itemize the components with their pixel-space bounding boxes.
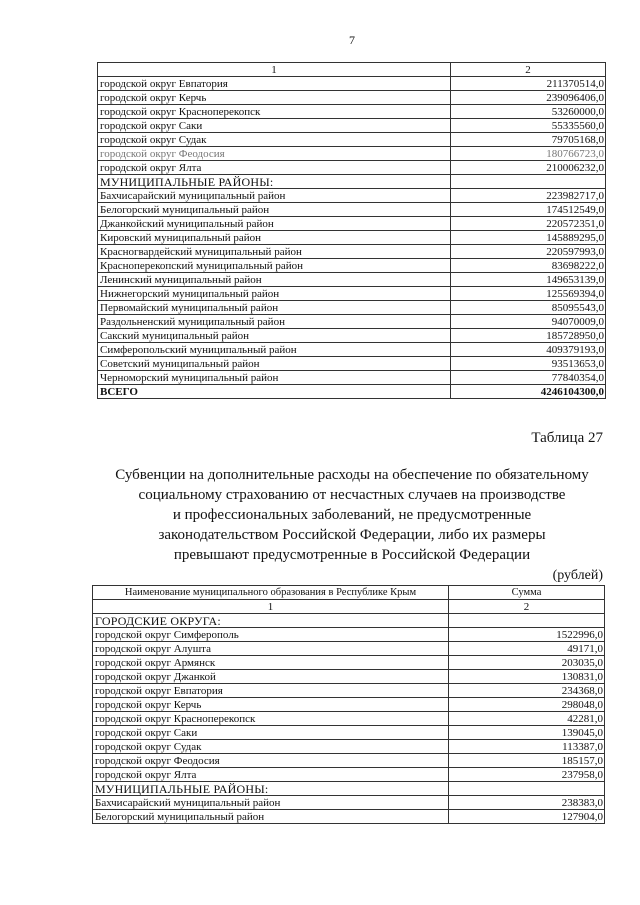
table-row xyxy=(93,796,605,810)
row-name: Черноморский муниципальный район xyxy=(98,371,451,385)
row-value: 42281,0 xyxy=(449,712,605,726)
empty-cell xyxy=(451,175,606,189)
row-value: 145889295,0 xyxy=(451,231,606,245)
row-value: 223982717,0 xyxy=(451,189,606,203)
table-27 xyxy=(92,585,605,824)
row-name: городской округ Красноперекопск xyxy=(93,712,449,726)
table-number-label: Таблица 27 xyxy=(531,430,603,446)
row-value: 125569394,0 xyxy=(451,287,606,301)
table-row xyxy=(93,642,605,656)
table-row xyxy=(93,656,605,670)
row-name: Первомайский муниципальный район xyxy=(98,301,451,315)
table-row xyxy=(98,343,606,357)
table-row xyxy=(98,77,606,91)
table-title-line: и профессиональных заболеваний, не предусмотренные xyxy=(172,507,532,523)
table-row xyxy=(93,684,605,698)
table-row xyxy=(93,768,605,782)
row-name: городской округ Судак xyxy=(93,740,449,754)
section-row xyxy=(98,175,606,189)
row-value: 49171,0 xyxy=(449,642,605,656)
row-name: Джанкойский муниципальный район xyxy=(98,217,451,231)
table-row xyxy=(98,105,606,119)
table-title xyxy=(90,465,614,565)
row-name: городской округ Феодосия xyxy=(98,147,451,161)
row-name: городской округ Армянск xyxy=(93,656,449,670)
table-row xyxy=(98,91,606,105)
row-name: городской округ Симферополь xyxy=(93,628,449,642)
table-row xyxy=(98,161,606,175)
row-name: городской округ Судак xyxy=(98,133,451,147)
row-value: 211370514,0 xyxy=(451,77,606,91)
row-name: городской округ Саки xyxy=(93,726,449,740)
row-name: городской округ Ялта xyxy=(98,161,451,175)
column-number-row xyxy=(98,63,606,77)
table-title-line: превышают предусмотренные в Российской Федерации xyxy=(173,547,531,563)
table-row xyxy=(98,329,606,343)
table-row xyxy=(98,245,606,259)
row-value: 220572351,0 xyxy=(451,217,606,231)
subsidy-table-continued xyxy=(97,62,606,399)
row-name: Сакский муниципальный район xyxy=(98,329,451,343)
row-value: 130831,0 xyxy=(449,670,605,684)
row-value: 210006232,0 xyxy=(451,161,606,175)
row-value: 139045,0 xyxy=(449,726,605,740)
table-row xyxy=(93,810,605,824)
column-number-1: 1 xyxy=(93,600,449,614)
total-value: 4246104300,0 xyxy=(451,385,606,399)
units-label: (рублей) xyxy=(552,568,603,583)
row-name: Советский муниципальный район xyxy=(98,357,451,371)
total-row xyxy=(98,385,606,399)
table-row xyxy=(93,726,605,740)
table-row xyxy=(98,147,606,161)
row-value: 127904,0 xyxy=(449,810,605,824)
row-name: Белогорский муниципальный район xyxy=(93,810,449,824)
row-name: городской округ Красноперекопск xyxy=(98,105,451,119)
empty-cell xyxy=(449,782,605,796)
row-name: городской округ Керчь xyxy=(93,698,449,712)
section-row xyxy=(93,782,605,796)
row-name: городской округ Керчь xyxy=(98,91,451,105)
table-row xyxy=(98,273,606,287)
table-title-line: Субвенции на дополнительные расходы на обеспечение по обязательному xyxy=(115,467,589,483)
row-value: 113387,0 xyxy=(449,740,605,754)
column-number-row xyxy=(93,600,605,614)
table-row xyxy=(98,357,606,371)
row-name: городской округ Джанкой xyxy=(93,670,449,684)
table-title-line: законодательством Российской Федерации, либо их размеры xyxy=(158,527,546,543)
column-number-1: 1 xyxy=(98,63,451,77)
section-heading-cities: ГОРОДСКИЕ ОКРУГА: xyxy=(93,614,449,628)
row-value: 185728950,0 xyxy=(451,329,606,343)
row-name: Бахчисарайский муниципальный район xyxy=(93,796,449,810)
section-row xyxy=(93,614,605,628)
row-value: 239096406,0 xyxy=(451,91,606,105)
row-name: Красноперекопский муниципальный район xyxy=(98,259,451,273)
row-name: городской округ Евпатория xyxy=(98,77,451,91)
table-row xyxy=(98,287,606,301)
row-value: 53260000,0 xyxy=(451,105,606,119)
row-value: 238383,0 xyxy=(449,796,605,810)
empty-cell xyxy=(449,614,605,628)
table-row xyxy=(98,301,606,315)
section-heading-districts: МУНИЦИПАЛЬНЫЕ РАЙОНЫ: xyxy=(98,175,451,189)
row-value: 220597993,0 xyxy=(451,245,606,259)
table-row xyxy=(98,119,606,133)
row-value: 185157,0 xyxy=(449,754,605,768)
row-name: Белогорский муниципальный район xyxy=(98,203,451,217)
row-value: 55335560,0 xyxy=(451,119,606,133)
row-name: Красногвардейский муниципальный район xyxy=(98,245,451,259)
row-value: 234368,0 xyxy=(449,684,605,698)
table-row xyxy=(98,203,606,217)
row-value: 203035,0 xyxy=(449,656,605,670)
row-value: 298048,0 xyxy=(449,698,605,712)
table-row xyxy=(93,712,605,726)
row-value: 149653139,0 xyxy=(451,273,606,287)
table-row xyxy=(98,231,606,245)
table-row xyxy=(98,217,606,231)
column-number-2: 2 xyxy=(451,63,606,77)
row-name: городской округ Феодосия xyxy=(93,754,449,768)
row-name: городской округ Евпатория xyxy=(93,684,449,698)
table-row xyxy=(98,259,606,273)
row-value: 77840354,0 xyxy=(451,371,606,385)
row-name: Бахчисарайский муниципальный район xyxy=(98,189,451,203)
table-row xyxy=(93,698,605,712)
row-name: городской округ Алушта xyxy=(93,642,449,656)
row-value: 180766723,0 xyxy=(451,147,606,161)
table-row xyxy=(98,189,606,203)
row-name: Кировский муниципальный район xyxy=(98,231,451,245)
table-title-line: социальному страхованию от несчастных случаев на производстве xyxy=(138,487,566,503)
row-value: 85095543,0 xyxy=(451,301,606,315)
row-value: 174512549,0 xyxy=(451,203,606,217)
row-name: Нижнегорский муниципальный район xyxy=(98,287,451,301)
table-row xyxy=(93,740,605,754)
row-value: 237958,0 xyxy=(449,768,605,782)
row-value: 79705168,0 xyxy=(451,133,606,147)
row-value: 1522996,0 xyxy=(449,628,605,642)
row-value: 83698222,0 xyxy=(451,259,606,273)
header-amount: Сумма xyxy=(449,586,605,600)
table-row xyxy=(98,133,606,147)
row-name: Ленинский муниципальный район xyxy=(98,273,451,287)
row-name: Раздольненский муниципальный район xyxy=(98,315,451,329)
row-name: городской округ Ялта xyxy=(93,768,449,782)
header-municipality: Наименование муниципального образования в Республике Крым xyxy=(93,586,449,600)
section-heading-districts: МУНИЦИПАЛЬНЫЕ РАЙОНЫ: xyxy=(93,782,449,796)
row-value: 94070009,0 xyxy=(451,315,606,329)
header-row xyxy=(93,586,605,600)
column-number-2: 2 xyxy=(449,600,605,614)
row-name: Симферопольский муниципальный район xyxy=(98,343,451,357)
page-number: 7 xyxy=(349,33,355,47)
table-row xyxy=(93,628,605,642)
row-value: 93513653,0 xyxy=(451,357,606,371)
table-row xyxy=(98,371,606,385)
row-name: городской округ Саки xyxy=(98,119,451,133)
table-row xyxy=(93,670,605,684)
total-label: ВСЕГО xyxy=(98,385,451,399)
table-row xyxy=(93,754,605,768)
row-value: 409379193,0 xyxy=(451,343,606,357)
table-row xyxy=(98,315,606,329)
